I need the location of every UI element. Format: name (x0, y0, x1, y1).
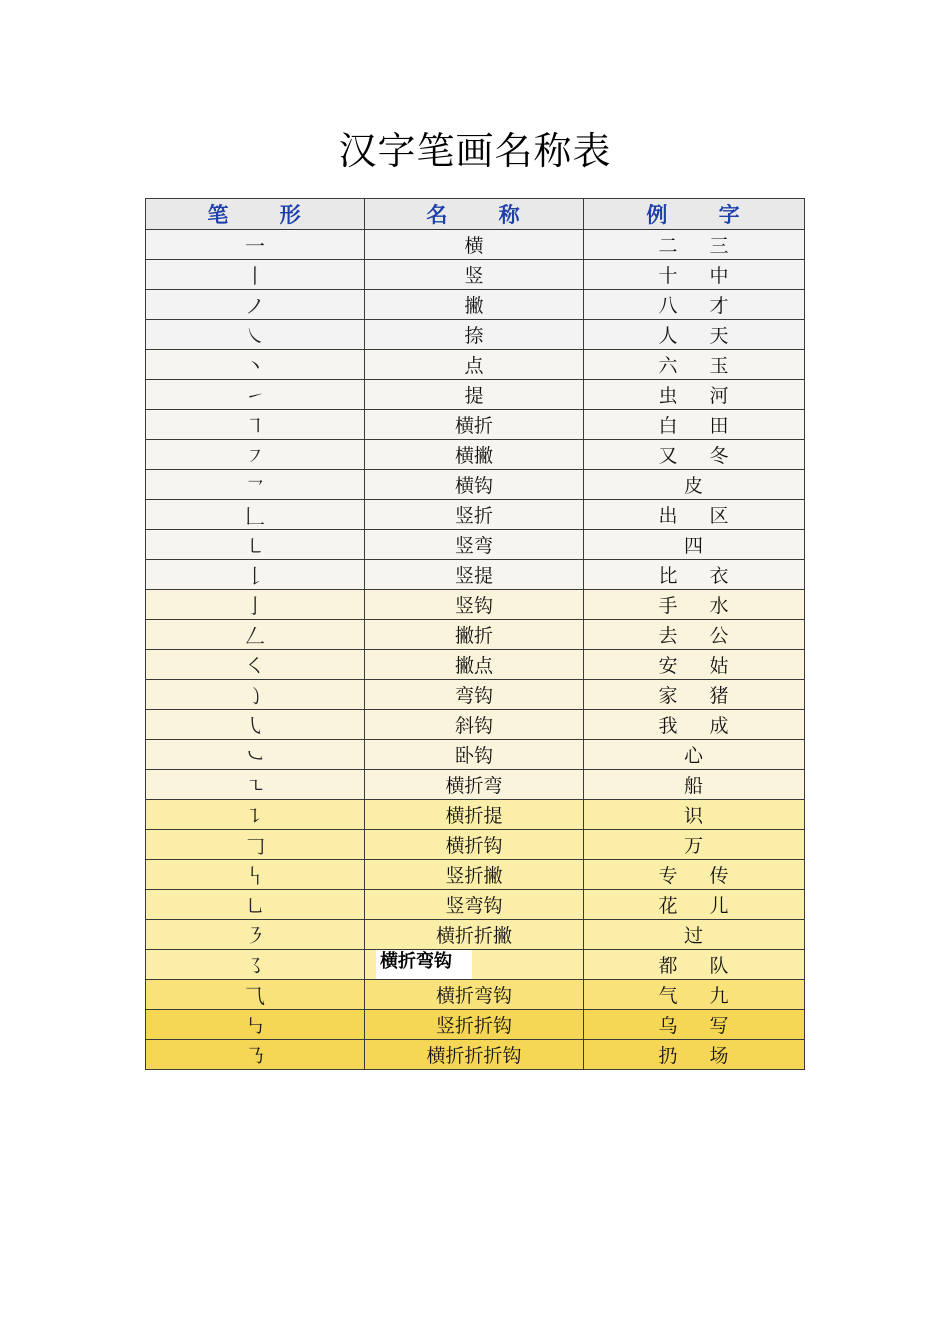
table-row (146, 350, 805, 380)
table-row (146, 440, 805, 470)
example-cell: 万 (584, 830, 805, 860)
stroke-shape-cell (146, 860, 365, 890)
stroke-glyph: 亅 (245, 594, 265, 618)
stroke-glyph: ㇍ (245, 774, 265, 798)
stroke-glyph: 𠃋 (245, 624, 265, 648)
table-row (146, 530, 805, 560)
table-row (146, 710, 805, 740)
example-cell: 比 衣 (584, 560, 805, 590)
page-title: 汉字笔画名称表 (338, 129, 612, 173)
table-row (146, 740, 805, 770)
stroke-name-cell: 横折弯钩 (365, 980, 584, 1010)
table-row (146, 920, 805, 950)
stroke-glyph: ㇊ (245, 804, 265, 828)
example-cell: 白 田 (584, 410, 805, 440)
table-row (146, 470, 805, 500)
table-row (146, 1040, 805, 1070)
stroke-shape-cell (146, 710, 365, 740)
stroke-glyph: 𠃊 (245, 504, 265, 528)
header-stroke-shape: 笔 形 (146, 199, 365, 230)
example-cell: 虫 河 (584, 380, 805, 410)
stroke-name-overlay: 横折弯钩 (376, 950, 472, 980)
stroke-shape-cell (146, 500, 365, 530)
example-cell: 船 (584, 770, 805, 800)
stroke-shape-cell (146, 1040, 365, 1070)
stroke-glyph: ㇁ (245, 684, 265, 708)
stroke-glyph: ㇕ (245, 414, 265, 438)
stroke-name-cell: 横折折撇 (365, 920, 584, 950)
stroke-shape-cell (146, 230, 365, 260)
stroke-name-cell (365, 950, 584, 980)
stroke-name-cell: 点 (365, 350, 584, 380)
stroke-shape-cell (146, 800, 365, 830)
stroke-name-cell: 竖折 (365, 500, 584, 530)
stroke-shape-cell (146, 320, 365, 350)
stroke-glyph: ㇇ (245, 444, 265, 468)
example-cell: 家 猪 (584, 680, 805, 710)
example-cell: 八 才 (584, 290, 805, 320)
stroke-glyph: ㇖ (245, 474, 265, 498)
stroke-name-cell: 横折折折钩 (365, 1040, 584, 1070)
stroke-shape-cell (146, 950, 365, 980)
stroke-glyph: ⺄ (245, 984, 265, 1008)
stroke-shape-cell (146, 1010, 365, 1040)
stroke-name-cell: 竖 (365, 260, 584, 290)
stroke-name-cell: 竖折折钩 (365, 1010, 584, 1040)
example-cell: 又 冬 (584, 440, 805, 470)
stroke-name-cell: 横折钩 (365, 830, 584, 860)
stroke-name-cell: 撇折 (365, 620, 584, 650)
stroke-name-cell: 竖钩 (365, 590, 584, 620)
stroke-glyph: ㇏ (245, 324, 265, 348)
example-cell: 人 天 (584, 320, 805, 350)
example-cell: 二 三 (584, 230, 805, 260)
table-row (146, 650, 805, 680)
example-cell: 手 水 (584, 590, 805, 620)
stroke-shape-cell (146, 470, 365, 500)
example-cell: 皮 (584, 470, 805, 500)
stroke-name-cell: 卧钩 (365, 740, 584, 770)
table-row (146, 320, 805, 350)
table-header-row (146, 199, 805, 230)
example-cell: 过 (584, 920, 805, 950)
table-row (146, 980, 805, 1010)
stroke-name-cell: 竖弯钩 (365, 890, 584, 920)
table-row (146, 260, 805, 290)
example-cell: 都 队 (584, 950, 805, 980)
stroke-glyph: ノ (245, 294, 265, 318)
stroke-shape-cell (146, 890, 365, 920)
table-row (146, 380, 805, 410)
example-cell: 四 (584, 530, 805, 560)
stroke-shape-cell (146, 350, 365, 380)
example-cell: 专 传 (584, 860, 805, 890)
stroke-name-cell: 横钩 (365, 470, 584, 500)
stroke-shape-cell (146, 590, 365, 620)
stroke-glyph: 𠃌 (245, 834, 265, 858)
stroke-shape-cell (146, 920, 365, 950)
table-row (146, 950, 805, 980)
example-cell: 去 公 (584, 620, 805, 650)
example-cell: 扔 场 (584, 1040, 805, 1070)
example-cell: 花 儿 (584, 890, 805, 920)
stroke-glyph: ㇃ (245, 744, 265, 768)
table-row (146, 770, 805, 800)
stroke-glyph: ㇌ (245, 954, 265, 978)
table-row (146, 1010, 805, 1040)
stroke-glyph: ㇂ (245, 714, 265, 738)
stroke-name-cell: 横折弯 (365, 770, 584, 800)
table-row (146, 590, 805, 620)
stroke-glyph: ㇛ (245, 654, 265, 678)
stroke-name-cell: 横折 (365, 410, 584, 440)
stroke-shape-cell (146, 380, 365, 410)
table-row (146, 830, 805, 860)
stroke-shape-cell (146, 560, 365, 590)
table-row (146, 500, 805, 530)
stroke-name-table (145, 198, 805, 1070)
table-row (146, 680, 805, 710)
table-row (146, 620, 805, 650)
table-row (146, 560, 805, 590)
header-name: 名 称 (365, 199, 584, 230)
stroke-shape-cell (146, 980, 365, 1010)
stroke-name-cell: 横撇 (365, 440, 584, 470)
table-row (146, 410, 805, 440)
example-cell: 乌 写 (584, 1010, 805, 1040)
stroke-name-cell: 竖折撇 (365, 860, 584, 890)
stroke-shape-cell (146, 770, 365, 800)
stroke-shape-cell (146, 650, 365, 680)
example-cell: 心 (584, 740, 805, 770)
example-cell: 我 成 (584, 710, 805, 740)
stroke-glyph: 丨 (245, 264, 265, 288)
stroke-name-cell: 斜钩 (365, 710, 584, 740)
example-cell: 气 九 (584, 980, 805, 1010)
stroke-shape-cell (146, 830, 365, 860)
stroke-glyph: ㇉ (245, 1014, 265, 1038)
example-cell: 安 姑 (584, 650, 805, 680)
table-row (146, 860, 805, 890)
stroke-glyph: 𠄌 (245, 564, 265, 588)
example-cell: 识 (584, 800, 805, 830)
stroke-name-cell: 捺 (365, 320, 584, 350)
stroke-shape-cell (146, 410, 365, 440)
stroke-name-cell: 提 (365, 380, 584, 410)
stroke-glyph: ㇀ (245, 384, 265, 408)
example-cell: 出 区 (584, 500, 805, 530)
stroke-glyph: ㇟ (245, 894, 265, 918)
stroke-name-cell: 撇 (365, 290, 584, 320)
stroke-glyph: 丶 (245, 354, 265, 378)
table-row (146, 290, 805, 320)
stroke-shape-cell (146, 440, 365, 470)
stroke-shape-cell (146, 260, 365, 290)
stroke-name-cell: 竖弯 (365, 530, 584, 560)
stroke-shape-cell (146, 290, 365, 320)
table-row (146, 800, 805, 830)
stroke-glyph: ㇄ (245, 534, 265, 558)
table-row (146, 230, 805, 260)
stroke-name-cell: 撇点 (365, 650, 584, 680)
stroke-name-cell: 弯钩 (365, 680, 584, 710)
stroke-name-cell: 横折提 (365, 800, 584, 830)
example-cell: 十 中 (584, 260, 805, 290)
stroke-glyph: 𠃑 (245, 864, 265, 888)
stroke-name-cell: 横 (365, 230, 584, 260)
header-example: 例 字 (584, 199, 805, 230)
table-row (146, 890, 805, 920)
stroke-glyph: ㇡ (245, 1044, 265, 1068)
stroke-glyph: 一 (245, 234, 265, 258)
example-cell: 六 玉 (584, 350, 805, 380)
stroke-shape-cell (146, 530, 365, 560)
stroke-shape-cell (146, 620, 365, 650)
stroke-name-cell: 竖提 (365, 560, 584, 590)
stroke-glyph: ㇋ (245, 924, 265, 948)
stroke-shape-cell (146, 680, 365, 710)
stroke-shape-cell (146, 740, 365, 770)
